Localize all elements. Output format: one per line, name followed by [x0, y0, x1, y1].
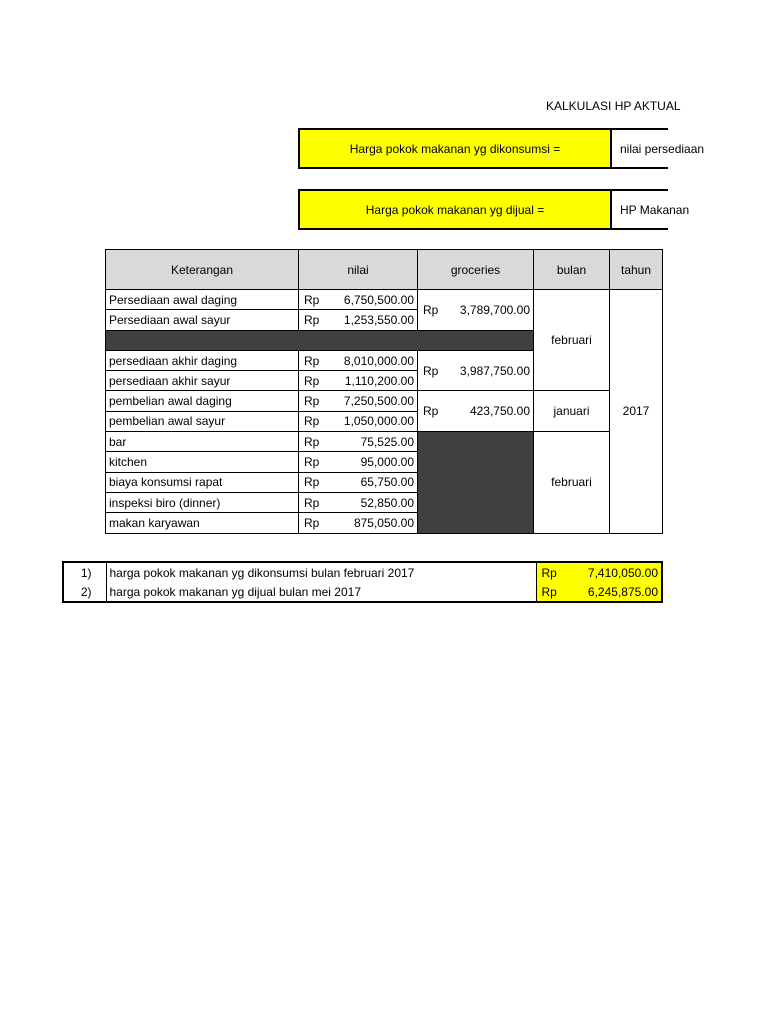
amount: 7,410,050.00 [587, 565, 658, 580]
row-label: bar [106, 432, 299, 452]
amount: 1,110,200.00 [344, 373, 414, 388]
result-value [536, 562, 662, 582]
formula-value: HP Makanan [610, 191, 668, 228]
amount: 3,987,750.00 [459, 363, 530, 378]
amount: 52,850.00 [360, 495, 414, 510]
table-row [106, 391, 663, 411]
amount: 6,750,500.00 [343, 292, 414, 307]
row-value [299, 371, 418, 391]
formula-label: Harga pokok makanan yg dijual = [365, 202, 545, 217]
amount: 875,050.00 [353, 515, 414, 530]
row-value [299, 391, 418, 411]
amount: 3,789,700.00 [459, 302, 530, 317]
table-header-row [106, 250, 663, 290]
formula-box-sold [298, 189, 690, 230]
currency-label: Rp [304, 475, 320, 490]
row-label: Persediaan awal daging [106, 290, 299, 310]
tahun-cell: 2017 [610, 290, 663, 534]
page-title: KALKULASI HP AKTUAL [546, 99, 681, 113]
amount: 423,750.00 [469, 404, 530, 419]
header-bulan: bulan [534, 250, 610, 290]
currency-label: Rp [423, 363, 439, 378]
currency-label: Rp [304, 455, 320, 470]
groceries-cell [418, 391, 534, 432]
header-tahun: tahun [610, 250, 663, 290]
row-label: biaya konsumsi rapat [106, 472, 299, 492]
row-value [299, 350, 418, 370]
currency-label: Rp [541, 584, 557, 599]
row-label: persediaan akhir sayur [106, 371, 299, 391]
groceries-cell [418, 290, 534, 331]
currency-label: Rp [304, 434, 320, 449]
currency-label: Rp [541, 565, 557, 580]
amount: 95,000.00 [360, 455, 414, 470]
result-row [63, 562, 662, 582]
header-nilai: nilai [299, 250, 418, 290]
row-label: inspeksi biro (dinner) [106, 492, 299, 512]
header-keterangan: Keterangan [106, 250, 299, 290]
table-row [106, 432, 663, 452]
results-table [62, 561, 663, 603]
currency-label: Rp [423, 404, 439, 419]
row-label: Persediaan awal sayur [106, 310, 299, 330]
amount: 1,253,550.00 [343, 312, 414, 327]
formula-box-consumed [298, 128, 705, 169]
amount: 65,750.00 [360, 475, 414, 490]
row-label: makan karyawan [106, 513, 299, 533]
row-value [299, 472, 418, 492]
table-row [106, 290, 663, 310]
row-value [299, 513, 418, 533]
header-groceries: groceries [418, 250, 534, 290]
currency-label: Rp [304, 312, 320, 327]
result-row [63, 582, 662, 602]
currency-label: Rp [304, 373, 320, 388]
row-label: kitchen [106, 452, 299, 472]
currency-label: Rp [304, 394, 320, 409]
result-number: 2) [63, 582, 106, 602]
amount: 8,010,000.00 [343, 353, 414, 368]
row-label: pembelian awal sayur [106, 411, 299, 431]
amount: 7,250,500.00 [343, 394, 414, 409]
bulan-cell: februari [534, 432, 610, 533]
row-value [299, 310, 418, 330]
currency-label: Rp [423, 302, 439, 317]
row-value [299, 492, 418, 512]
calculation-table [105, 249, 663, 534]
result-number: 1) [63, 562, 106, 582]
result-value [536, 582, 662, 602]
dark-block [418, 432, 534, 533]
currency-label: Rp [304, 292, 320, 307]
currency-label: Rp [304, 414, 320, 429]
bulan-cell: januari [534, 391, 610, 432]
row-value [299, 290, 418, 310]
amount: 75,525.00 [360, 434, 414, 449]
currency-label: Rp [304, 495, 320, 510]
row-value [299, 411, 418, 431]
currency-label: Rp [304, 353, 320, 368]
formula-label: Harga pokok makanan yg dikonsumsi = [349, 141, 561, 156]
row-label: persediaan akhir daging [106, 350, 299, 370]
result-description: harga pokok makanan yg dijual bulan mei 2017 [106, 582, 536, 602]
groceries-cell [418, 350, 534, 391]
formula-value: nilai persediaan [610, 130, 668, 167]
row-label: pembelian awal daging [106, 391, 299, 411]
row-value [299, 452, 418, 472]
row-value [299, 432, 418, 452]
result-description: harga pokok makanan yg dikonsumsi bulan februari 2017 [106, 562, 536, 582]
amount: 6,245,875.00 [587, 584, 658, 599]
bulan-cell: februari [534, 290, 610, 391]
dark-separator [106, 330, 534, 350]
amount: 1,050,000.00 [343, 414, 414, 429]
currency-label: Rp [304, 515, 320, 530]
